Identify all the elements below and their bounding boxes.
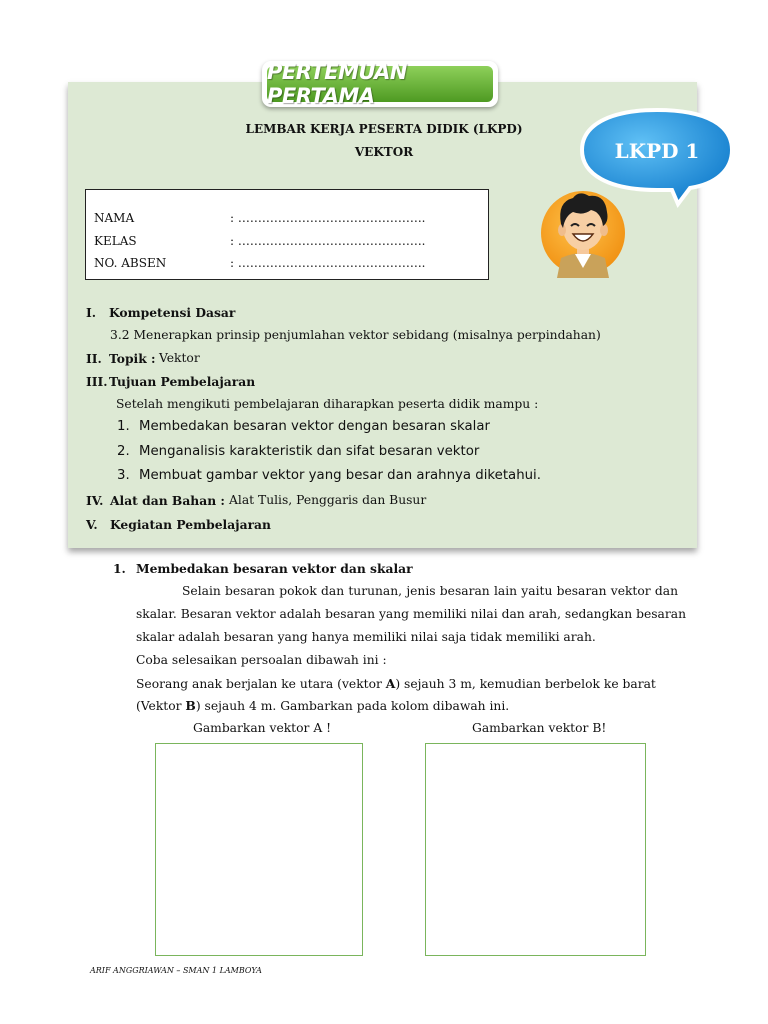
session-banner-label: PERTEMUAN PERTAMA [267,66,493,102]
identity-label: NAMA [94,211,135,225]
section-title-kegiatan: Kegiatan Pembelajaran [110,517,271,532]
section-number: IV. [86,493,104,508]
student-identity-box [85,189,489,280]
kompetensi-text: 3.2 Menerapkan prinsip penjumlahan vektor sebidang (misalnya perpindahan) [110,328,601,342]
box-a-label: Gambarkan vektor A ! [193,721,332,735]
session-banner [262,61,498,107]
problem-line: (Vektor B) sejauh 4 m. Gambarkan pada kolom dibawah ini. [136,698,510,713]
topik-value: Vektor [159,351,200,365]
section-title-tujuan: Tujuan Pembelajaran [109,374,256,389]
goal-text: Membuat gambar vektor yang besar dan arahnya diketahui. [139,468,541,483]
goal-text: Menganalisis karakteristik dan sifat besaran vektor [139,444,480,459]
section-number: V. [86,517,98,532]
goal-number: 3. [117,468,130,483]
identity-label: KELAS [94,234,137,248]
footer-author: ARIF ANGGRIAWAN – SMAN 1 LAMBOYA [90,966,262,975]
activity-title: Membedakan besaran vektor dan skalar [136,561,413,576]
section-title-kompetensi: Kompetensi Dasar [109,305,236,320]
paragraph-line: Selain besaran pokok dan turunan, jenis besaran lain yaitu besaran vektor dan [182,584,678,598]
identity-label: NO. ABSEN [94,256,167,270]
box-b-label: Gambarkan vektor B! [472,721,607,735]
goal-text: Membedakan besaran vektor dengan besaran skalar [139,419,490,434]
tujuan-intro: Setelah mengikuti pembelajaran diharapkan peserta didik mampu : [116,397,539,411]
goal-number: 2. [117,444,130,459]
section-number: III. [86,374,108,389]
section-title-topik: Topik : [109,351,156,366]
identity-blank: : ……………………………………….. [230,256,426,270]
problem-text: Seorang anak berjalan ke utara (vektor A) sejauh 3 m, kemudian berbelok ke barat [136,676,656,691]
paragraph-line: skalar. Besaran vektor adalah besaran yang memiliki nilai dan arah, sedangkan besaran [136,607,687,621]
section-title-alat: Alat dan Bahan : [110,493,225,508]
identity-blank: : ……………………………………….. [230,234,426,248]
section-number: I. [86,305,97,320]
alat-value: Alat Tulis, Penggaris dan Busur [229,493,427,507]
activity-number: 1. [113,561,126,576]
document-subtitle: VEKTOR [354,145,414,159]
document-title: LEMBAR KERJA PESERTA DIDIK (LKPD) [245,122,523,136]
drawing-box-vector-a[interactable] [155,743,363,956]
section-number: II. [86,351,102,366]
goal-number: 1. [117,419,130,434]
problem-line [136,676,678,691]
student-avatar-icon [539,188,627,278]
paragraph-line: skalar adalah besaran yang hanya memiliki nilai saja tidak memiliki arah. [136,630,596,644]
identity-blank: : ……………………………………….. [230,211,426,225]
problem-intro: Coba selesaikan persoalan dibawah ini : [136,653,387,667]
lkpd-number: LKPD 1 [614,139,700,163]
drawing-box-vector-b[interactable] [425,743,646,956]
